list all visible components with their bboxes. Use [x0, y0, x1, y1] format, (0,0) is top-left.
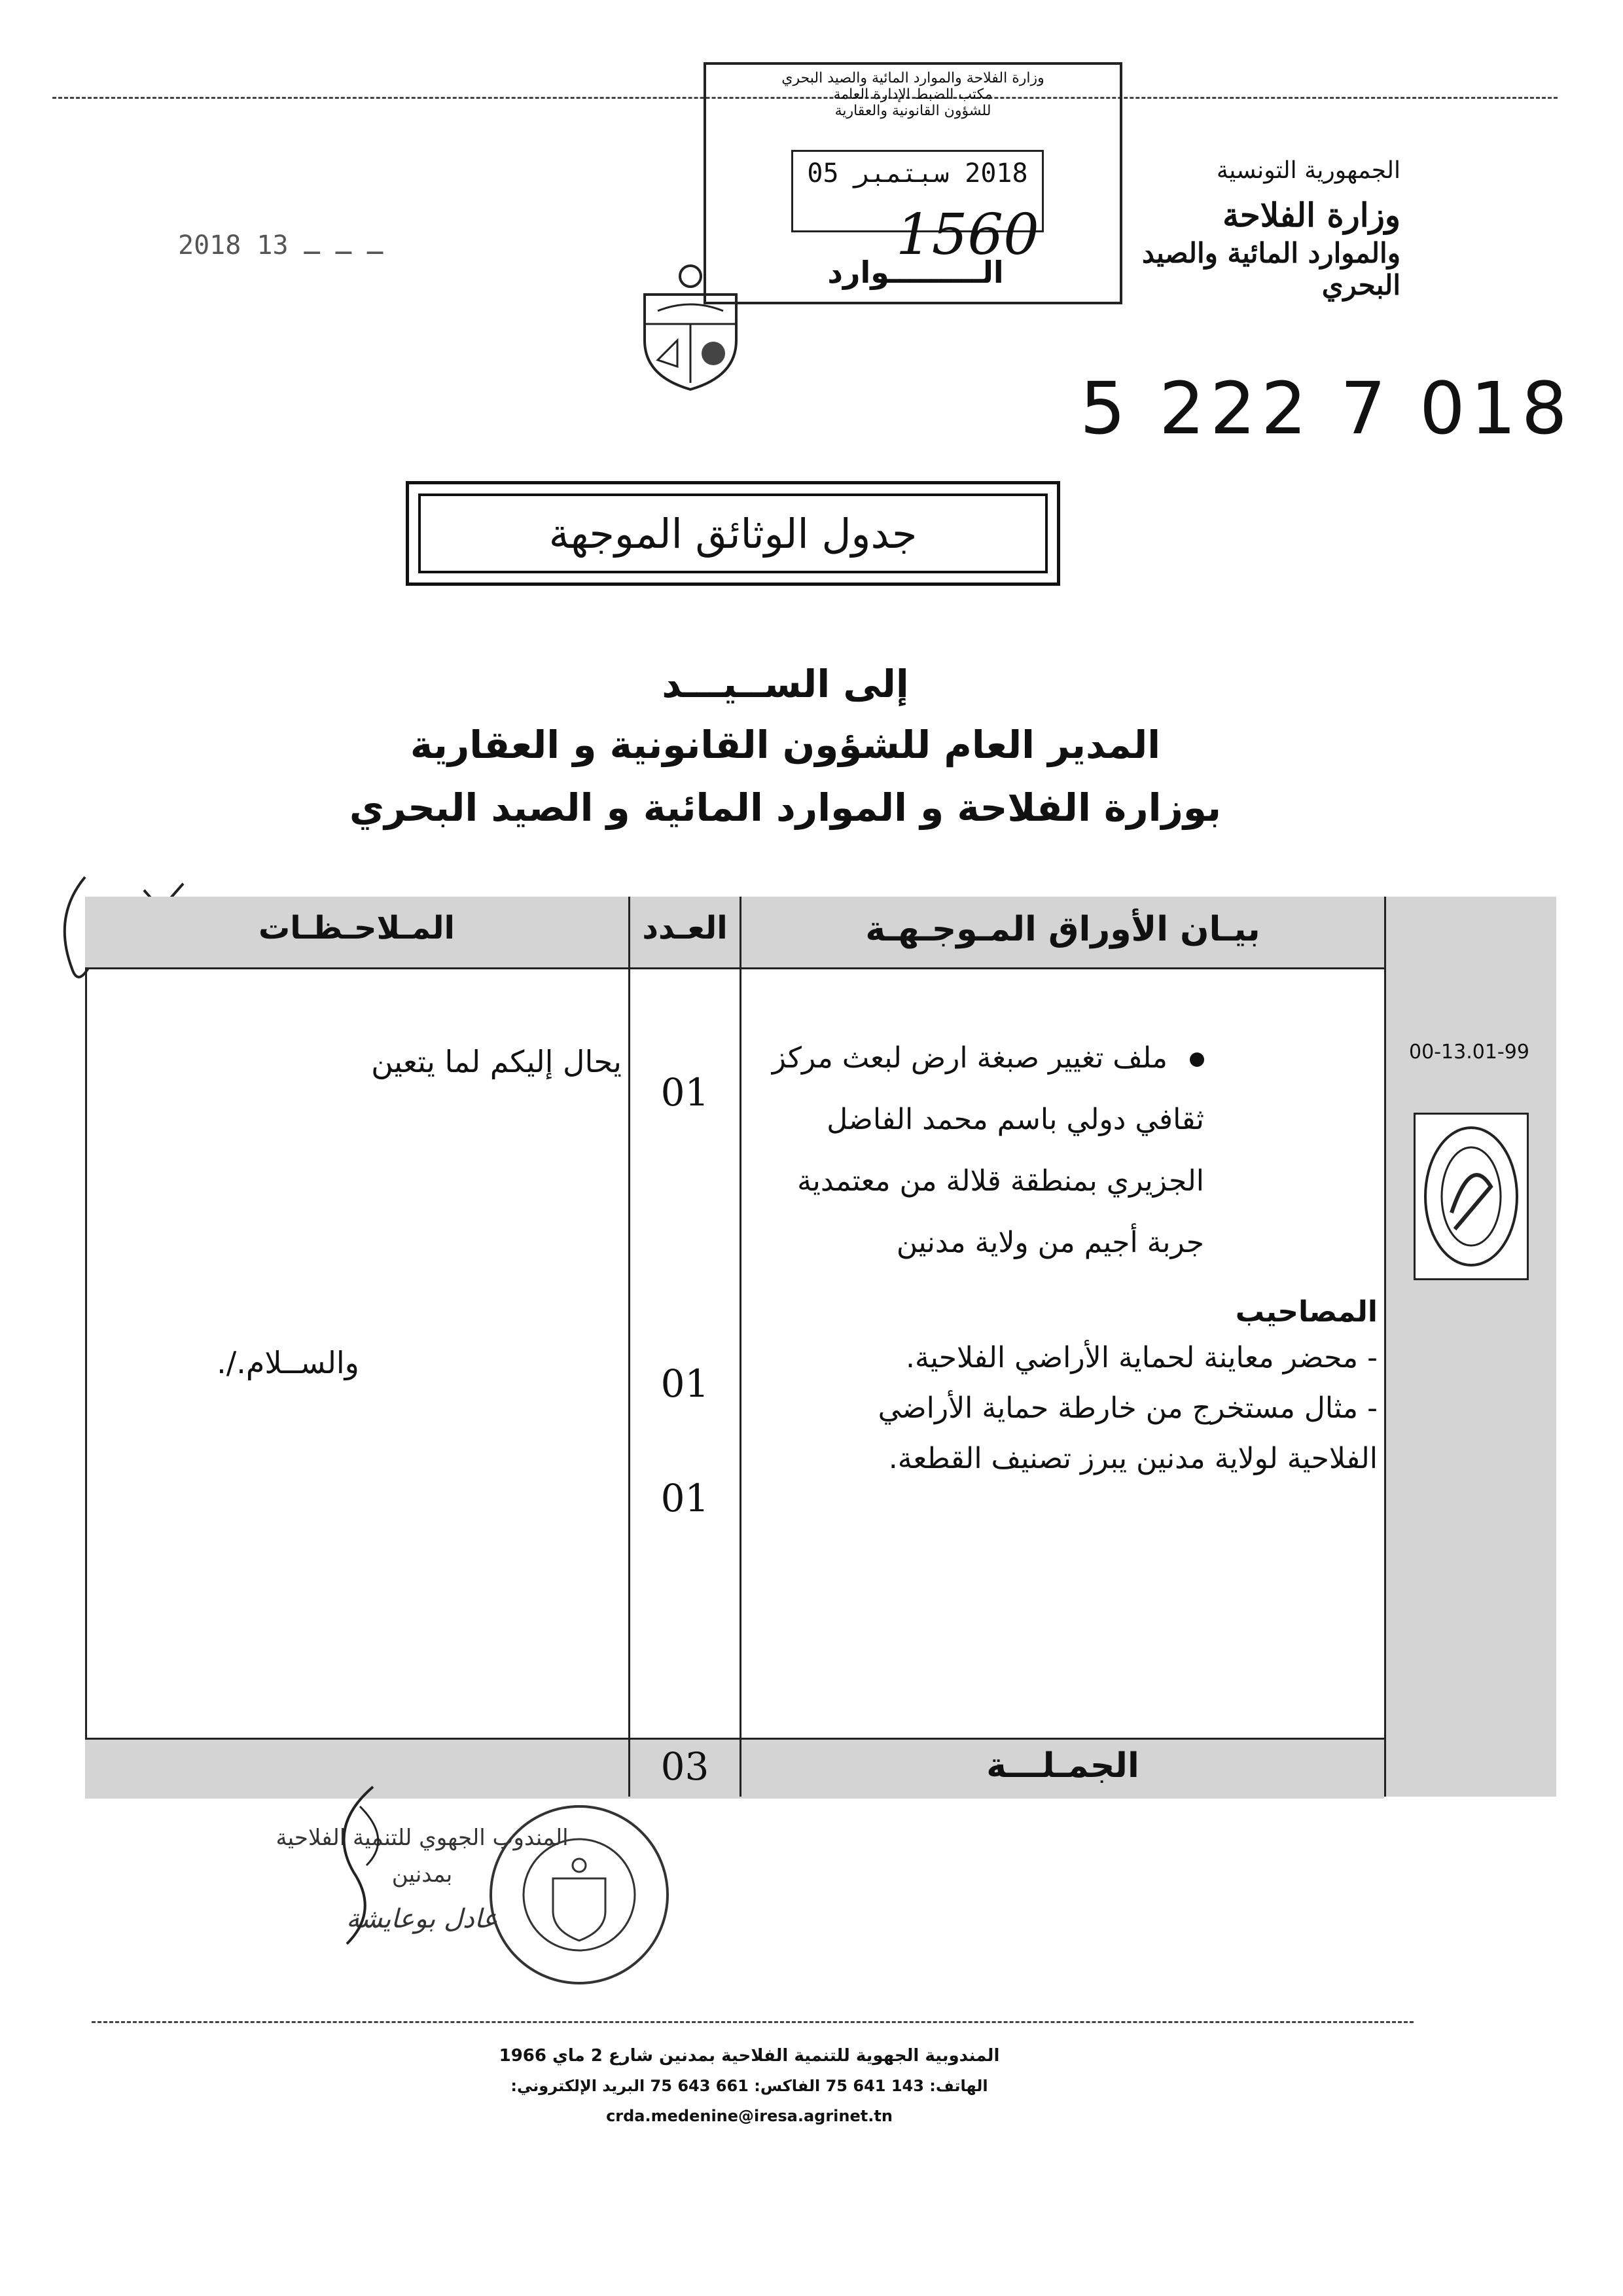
stamp-line3: للشؤون القانونية والعقارية: [834, 103, 991, 119]
main-doc-line-4: جربة أجيم من ولاية مدنين: [896, 1226, 1204, 1259]
address-block: [327, 655, 1243, 839]
note-1: يحال إليكم لما يتعين: [371, 1044, 622, 1079]
header-notes: المـلاحـظـات: [259, 910, 455, 946]
count-2: 01: [660, 1361, 709, 1406]
total-label: الجمـلـــة: [986, 1746, 1139, 1785]
stamp-date: 2018 سبتمبر 05: [807, 158, 1028, 188]
stamp-incoming: الـــــــــوارد: [827, 255, 1004, 290]
main-document: [759, 1028, 1204, 1274]
stamp-line1: وزارة الفلاحة والموارد المائية والصيد البحري: [781, 70, 1044, 86]
office-seal: [1414, 1113, 1529, 1280]
main-doc-line-1: ملف تغيير صبغة ارض لبعث مركز: [759, 1028, 1204, 1089]
stamp-line2: مكتب الضبط الإدارة العامة: [833, 86, 993, 103]
code-column: [1384, 897, 1556, 1797]
note-2: والســلام./.: [217, 1345, 359, 1380]
left-date: 2018 ـ ـ ـ 13: [178, 230, 383, 260]
attachment-2-line-2: الفلاحية لولاية مدنين يبرز تصنيف القطعة.: [888, 1442, 1378, 1475]
document-title: جدول الوثائق الموجهة: [418, 493, 1048, 573]
address-line1: المدير العام للشؤون القانونية و العقارية: [410, 723, 1161, 767]
header-docs: بيـان الأوراق المـوجـهـة: [865, 910, 1260, 949]
coat-of-arms-emblem: [632, 262, 749, 393]
document-code: 00-13.01-99: [1409, 1041, 1529, 1064]
address-to: إلى الســيـــد: [662, 662, 909, 706]
handwritten-signature: [314, 1780, 406, 1950]
address-line2: بوزارة الفلاحة و الموارد المائية و الصيد البحري: [349, 785, 1222, 830]
attachments-block: [772, 1289, 1378, 1482]
ministry-line2: والموارد المائية والصيد البحري: [1142, 237, 1400, 301]
official-round-seal: [484, 1800, 674, 1990]
signature-name: عادل بوعايشة: [346, 1904, 498, 1934]
stamp-number: 1560: [896, 202, 1039, 268]
count-3: 01: [660, 1476, 709, 1520]
main-doc-line-2: ثقافي دولي باسم محمد الفاضل: [827, 1103, 1204, 1136]
attachment-2-line-1: - مثال مستخرج من خارطة حماية الأراضي: [878, 1391, 1378, 1425]
attachments-label: المصاحيب: [1235, 1295, 1378, 1329]
footer-block: [406, 2041, 1093, 2131]
signature-line1: المندوب الجهوي للتنمية الفلاحية: [276, 1825, 569, 1851]
footer-line2: الهاتف: 143 641 75 الفاكس: 661 643 75 البريد الإلكتروني: crda.medenine@iresa.agrinet.tn: [510, 2077, 988, 2125]
attachment-1: - محضر معاينة لحماية الأراضي الفلاحية.: [905, 1341, 1378, 1374]
count-1: 01: [660, 1070, 709, 1115]
reference-number: 5 222 7 018: [1080, 367, 1573, 450]
bottom-divider: [92, 2021, 1414, 2023]
header-count: العـدد: [642, 910, 728, 946]
document-title-box: [406, 481, 1060, 586]
received-stamp: [704, 62, 1122, 304]
main-doc-line-3: الجزيري بمنطقة قلالة من معتمدية: [797, 1164, 1204, 1198]
bullet-icon: [1190, 1052, 1204, 1067]
column-divider-count: [628, 897, 630, 1797]
ministry-line1: وزارة الفلاحة: [1222, 196, 1400, 234]
signature-line2: بمدنين: [391, 1861, 453, 1888]
footer-line1: المندوبية الجهوية للتنمية الفلاحية بمدنين شارع 2 ماي 1966: [499, 2046, 1000, 2066]
documents-table: [85, 897, 1554, 1797]
total-value: 03: [660, 1744, 709, 1789]
republic-label: الجمهورية التونسية: [1216, 157, 1400, 184]
column-divider-docs: [740, 897, 741, 1797]
